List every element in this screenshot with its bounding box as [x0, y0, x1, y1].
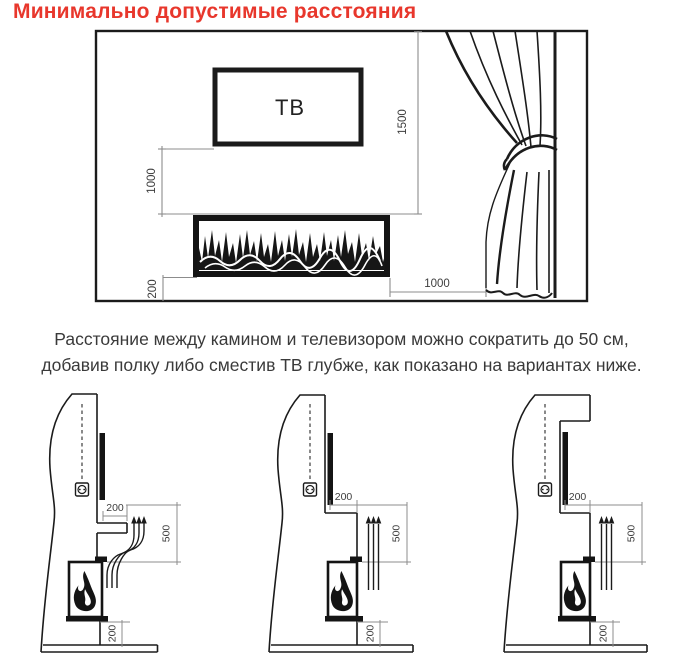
fireplace [196, 218, 387, 275]
variant-3 [504, 395, 647, 652]
dim-tv-gap-label: 1000 [146, 168, 158, 194]
tv-side-view [100, 433, 106, 500]
dim-floor-label: 200 [106, 624, 119, 643]
power-outlet-icon [76, 483, 89, 496]
heat-flow-arrows [599, 516, 615, 590]
tv-side-view [563, 432, 569, 505]
power-outlet-icon [304, 483, 317, 496]
page-title: Минимально допустимые расстояния [13, 0, 417, 23]
fireplace [66, 557, 108, 622]
dim-floor-label: 200 [364, 624, 377, 643]
shelf [97, 523, 127, 533]
fireplace [325, 557, 363, 622]
intro-line-1: Расстояние между камином и телевизором можно сократить до 50 см, [54, 329, 629, 349]
heat-flow-arrows [366, 516, 382, 590]
intro-line-2: добавив полку либо сместив ТВ глубже, как показано на вариантах ниже. [41, 355, 642, 375]
dim-gap-label: 500 [625, 524, 638, 543]
dim-floor-label: 200 [597, 624, 610, 643]
dim-recess-depth-label: 200 [334, 491, 353, 503]
variant-1 [41, 394, 181, 652]
dim-gap-label: 500 [160, 524, 173, 543]
variant-2 [269, 395, 413, 652]
tv-label: ТВ [274, 95, 306, 120]
curtain-hem [486, 290, 552, 298]
main-diagram [96, 31, 587, 301]
dim-gap-label: 500 [390, 524, 403, 543]
tv-side-view [328, 433, 334, 505]
dim-recess-depth-label: 200 [568, 491, 587, 503]
dim-curtain-gap-label: 1000 [424, 278, 450, 290]
tv [215, 70, 361, 144]
dim-curtain-height-label: 1500 [397, 109, 409, 135]
dim-shelf-depth-label: 200 [106, 502, 124, 514]
dim-floor-gap-label: 200 [147, 279, 159, 299]
power-outlet-icon [539, 483, 552, 496]
wall-profile [269, 395, 325, 652]
fireplace [558, 557, 596, 622]
wall-profile [504, 395, 560, 652]
curtain [446, 31, 557, 298]
